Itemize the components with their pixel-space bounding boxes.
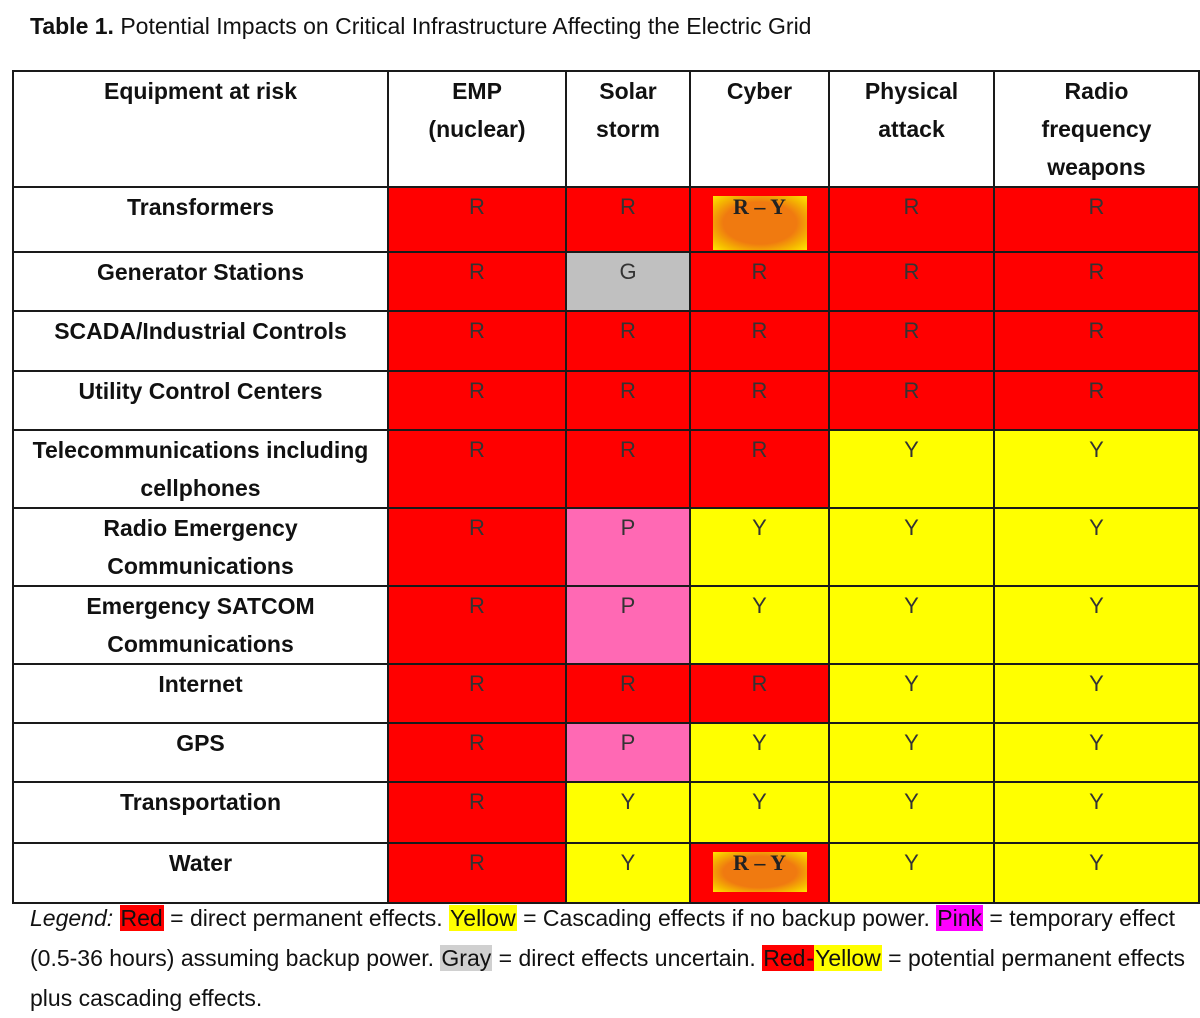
table-row (13, 664, 1199, 723)
impact-table (12, 70, 1200, 904)
rating-cell (994, 371, 1199, 430)
rating-cell (566, 430, 690, 508)
rating-label: Y (904, 789, 919, 814)
header-equipment: Equipment at risk (13, 71, 388, 187)
equipment-cell (13, 311, 388, 371)
rating-label: R (469, 437, 485, 462)
table-body (13, 187, 1199, 903)
rating-cell (829, 843, 994, 903)
rating-label: Y (904, 593, 919, 618)
rating-label: G (619, 259, 637, 284)
table-row (13, 430, 1199, 508)
header-solar (566, 71, 690, 187)
rating-label: R (903, 378, 920, 403)
rating-label: Y (904, 515, 919, 540)
table-caption (30, 10, 811, 42)
rating-cell (388, 586, 566, 664)
equipment-cell (13, 664, 388, 723)
rating-cell (994, 430, 1199, 508)
rating-label: Y (752, 789, 767, 814)
rating-label: R (469, 194, 485, 219)
red-yellow-rating: R – Y (713, 852, 807, 892)
equipment-name: Internet (158, 671, 243, 697)
legend-yellow-swatch: Yellow (450, 905, 516, 931)
equipment-name: Emergency SATCOM Communications (86, 593, 315, 657)
equipment-name: Telecommunications including cellphones (32, 437, 369, 501)
header-rf-label: Radio frequency weapons (1041, 78, 1152, 180)
rating-label: R (751, 437, 768, 462)
equipment-name: Water (168, 850, 233, 876)
rating-cell (994, 664, 1199, 723)
rating-cell (388, 843, 566, 903)
table-row (13, 252, 1199, 311)
rating-cell (690, 723, 829, 782)
rating-cell (829, 586, 994, 664)
rating-label: Y (752, 515, 767, 540)
header-physical-label: Physical attack (864, 78, 959, 142)
table-row (13, 723, 1199, 782)
rating-cell (829, 782, 994, 843)
rating-cell (690, 843, 829, 903)
rating-label: R (1088, 318, 1105, 343)
rating-label: R (469, 789, 485, 814)
table-row (13, 311, 1199, 371)
rating-cell (690, 371, 829, 430)
equipment-cell (13, 782, 388, 843)
rating-cell (566, 508, 690, 586)
rating-cell (566, 252, 690, 311)
rating-label: Y (1089, 515, 1104, 540)
legend-ry-yellow-swatch: Yellow (815, 945, 881, 971)
legend-gray-text: = direct effects uncertain. (492, 945, 763, 971)
rating-label: R (469, 259, 485, 284)
rating-cell (829, 371, 994, 430)
legend-ry-red-swatch: Red (763, 945, 806, 971)
table-row (13, 586, 1199, 664)
rating-cell (388, 782, 566, 843)
rating-label: R (620, 318, 636, 343)
table-row (13, 371, 1199, 430)
rating-cell (994, 782, 1199, 843)
rating-label: P (620, 515, 636, 540)
rating-cell (829, 252, 994, 311)
rating-label: Y (1089, 789, 1104, 814)
rating-label: R (1088, 259, 1105, 284)
header-solar-label: Solar storm (596, 78, 660, 142)
legend-label: Legend: (30, 905, 114, 931)
rating-label: R (751, 259, 768, 284)
header-rf (994, 71, 1199, 187)
equipment-name: Radio Emergency Communications (103, 515, 298, 579)
rating-cell (994, 252, 1199, 311)
rating-cell (690, 430, 829, 508)
header-emp (388, 71, 566, 187)
legend-red-swatch: Red (120, 905, 163, 931)
legend-yellow-text: = Cascading effects if no backup power. (516, 905, 937, 931)
rating-cell (994, 723, 1199, 782)
rating-cell (566, 782, 690, 843)
rating-cell (388, 252, 566, 311)
rating-label: R (469, 850, 485, 875)
header-emp-label: EMP (nuclear) (428, 78, 526, 142)
rating-label: Y (620, 789, 636, 814)
rating-cell (388, 723, 566, 782)
equipment-cell (13, 371, 388, 430)
rating-label: R (1088, 378, 1105, 403)
rating-cell (388, 664, 566, 723)
rating-cell (690, 252, 829, 311)
rating-label: R (469, 318, 485, 343)
rating-label: P (620, 593, 636, 618)
rating-cell (690, 187, 829, 252)
rating-label: R (469, 378, 485, 403)
rating-cell (388, 508, 566, 586)
rating-cell (994, 843, 1199, 903)
rating-label: Y (752, 593, 767, 618)
rating-cell (829, 311, 994, 371)
rating-label: R (751, 318, 768, 343)
equipment-cell (13, 723, 388, 782)
rating-cell (690, 782, 829, 843)
rating-cell (690, 311, 829, 371)
rating-label: P (620, 730, 636, 755)
rating-cell (994, 311, 1199, 371)
rating-cell (690, 508, 829, 586)
rating-label: R (469, 730, 485, 755)
rating-label: R (903, 259, 920, 284)
header-cyber: Cyber (690, 71, 829, 187)
rating-cell (690, 586, 829, 664)
rating-cell (566, 723, 690, 782)
rating-label: R (903, 318, 920, 343)
rating-cell (566, 187, 690, 252)
rating-label: R (1088, 194, 1105, 219)
header-row (13, 71, 1199, 187)
rating-cell (829, 664, 994, 723)
rating-cell (994, 187, 1199, 252)
rating-cell (566, 586, 690, 664)
rating-label: Y (752, 730, 767, 755)
rating-label: Y (904, 850, 919, 875)
rating-cell (388, 430, 566, 508)
rating-label: R (469, 515, 485, 540)
rating-cell (566, 843, 690, 903)
rating-cell (994, 508, 1199, 586)
legend-ry-text: = potential permanent effects plus cascading effects. (30, 945, 1185, 1011)
rating-label: R (620, 437, 636, 462)
table-row (13, 187, 1199, 252)
legend-pink-text: = temporary effect (0.5-36 hours) assuming backup power. (30, 905, 1176, 971)
equipment-name: Utility Control Centers (78, 378, 323, 404)
rating-label: R (469, 671, 485, 696)
rating-label: Y (904, 730, 919, 755)
rating-label: Y (904, 671, 919, 696)
rating-label: R (620, 671, 636, 696)
rating-cell (388, 187, 566, 252)
rating-label: R (751, 378, 768, 403)
rating-label: Y (1089, 850, 1104, 875)
header-physical (829, 71, 994, 187)
rating-label: Y (1089, 730, 1104, 755)
rating-cell (829, 187, 994, 252)
legend-red-text: = direct permanent effects. (163, 905, 450, 931)
red-yellow-rating: R – Y (713, 196, 807, 250)
equipment-cell (13, 252, 388, 311)
rating-cell (829, 723, 994, 782)
equipment-name: Transportation (119, 789, 281, 815)
table-row (13, 843, 1199, 903)
rating-label: R (903, 194, 920, 219)
caption-text: Potential Impacts on Critical Infrastructure Affecting the Electric Grid (113, 13, 812, 39)
rating-cell (566, 311, 690, 371)
legend-pink-swatch: Pink (937, 905, 983, 931)
rating-label: R (751, 671, 768, 696)
rating-label: R (620, 378, 636, 403)
rating-label: R (469, 593, 485, 618)
rating-cell (994, 586, 1199, 664)
legend-gray-swatch: Gray (441, 945, 492, 971)
rating-label: Y (1089, 671, 1104, 696)
rating-label: Y (904, 437, 919, 462)
equipment-name: Transformers (126, 194, 274, 220)
equipment-cell (13, 508, 388, 586)
rating-cell (829, 508, 994, 586)
rating-label: Y (620, 850, 636, 875)
legend-ry-dash: - (806, 945, 815, 971)
rating-cell (566, 371, 690, 430)
rating-cell (566, 664, 690, 723)
rating-cell (690, 664, 829, 723)
equipment-cell (13, 187, 388, 252)
rating-label: R (620, 194, 636, 219)
rating-cell (388, 311, 566, 371)
rating-cell (388, 371, 566, 430)
rating-label: Y (1089, 593, 1104, 618)
rating-label: Y (1089, 437, 1104, 462)
equipment-cell (13, 430, 388, 508)
legend (30, 898, 1190, 1018)
equipment-name: Generator Stations (96, 259, 305, 285)
equipment-cell (13, 586, 388, 664)
rating-cell (829, 430, 994, 508)
equipment-name: SCADA/Industrial Controls (54, 318, 347, 344)
equipment-cell (13, 843, 388, 903)
table-row (13, 782, 1199, 843)
equipment-name: GPS (176, 730, 225, 756)
caption-number: Table 1. (30, 13, 114, 39)
table-row (13, 508, 1199, 586)
